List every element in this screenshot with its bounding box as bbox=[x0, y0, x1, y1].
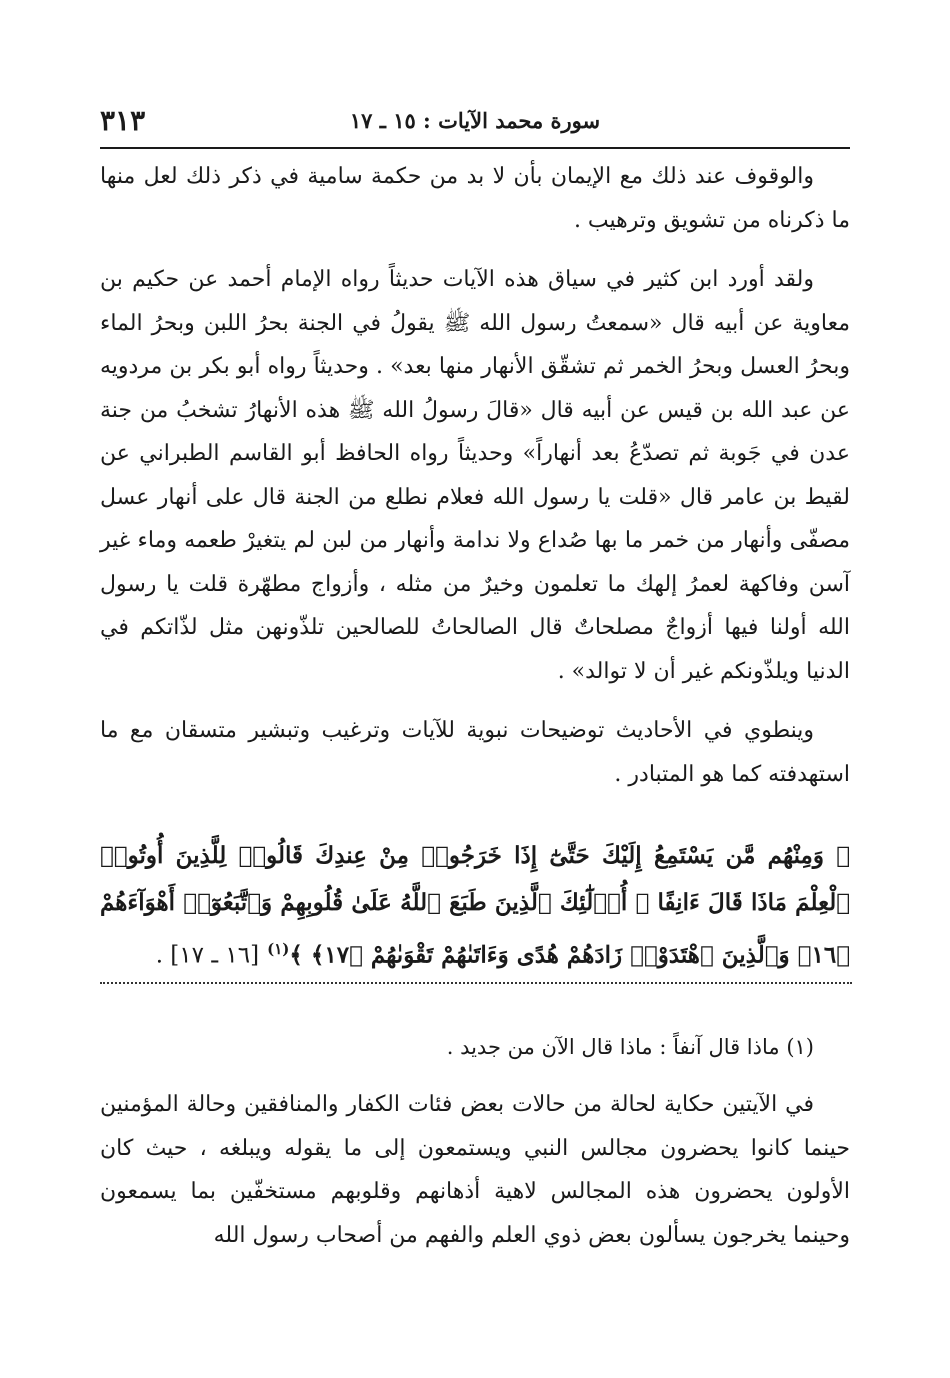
verse-text: ﴿ وَمِنْهُم مَّن يَسْتَمِعُ إِلَيْكَ حَتَّىٰٓ إِذَا خَرَجُوا۟ مِنْ عِندِكَ قَالُوا۟ لِلَّذِينَ أُوتُوا۟ ٱلْعِلْمَ مَاذَا قَالَ ءَانِفًا ۚ أُو۟لَٰٓئِكَ ٱلَّذِينَ طَبَعَ ٱللَّهُ عَلَىٰ قُلُوبِهِمْ وَٱتَّبَعُوٓا۟ أَهْوَآءَهُمْ ﴿١٦﴾ وَٱلَّذِينَ ٱهْتَدَوْا۟ زَادَهُمْ هُدًى وَءَاتَىٰهُمْ تَقْوَىٰهُمْ ﴿١٧﴾ ﴾ bbox=[100, 842, 850, 969]
paragraph-4 bbox=[100, 1083, 850, 1257]
header-divider bbox=[100, 147, 850, 149]
paragraph-4-text: في الآيتين حكاية لحالة من حالات بعض فئات الكفار والمنافقين وحالة المؤمنين حينما كانوا يحضرون مجالس النبي ويستمعون إلى ما يقوله ويبلغه ، حيث كان الأولون يحضرون هذه المجالس لاهية أذهانهم وقلوبهم مستخفّين بما يسمعون وحينما يخرجون يسألون بعض ذوي العلم والفهم من أصحاب رسول الله bbox=[100, 1092, 850, 1248]
footnote-marker: (١) bbox=[267, 940, 290, 958]
running-title: سورة محمد الآيات : ١٥ ـ ١٧ bbox=[349, 108, 601, 133]
footnote: (١) ماذا قال آنفاً : ماذا قال الآن من جديد . bbox=[446, 1035, 814, 1059]
footnote-divider bbox=[100, 982, 852, 984]
paragraph-2-text: ولقد أورد ابن كثير في سياق هذه الآيات حديثاً رواه الإمام أحمد عن حكيم بن معاوية عن أبيه قال «سمعتُ رسول الله ﷺ يقولُ في الجنة بحرُ اللبن وبحرُ الماء وبحرُ العسل وبحرُ الخمر ثم تشقّق الأنهار منها بعد» . وحديثاً رواه أبو بكر بن مردويه عن عبد الله بن قيس عن أبيه قال «قالَ رسولُ الله ﷺ هذه الأنهارُ تشخبُ من جنة عدن في جَوبة ثم تصدّعُ بعد أنهاراً» وحديثاً رواه الحافظ أبو القاسم الطبراني عن لقيط بن عامر قال «قلت يا رسول الله فعلام نطلع من الجنة قال على أنهار عسل مصفّى وأنهار من خمر ما بها صُداع ولا ندامة وأنهار من لبن لم يتغيرْ طعمه وماء غير آسن وفاكهة لعمرُ إلهك ما تعلمون وخيرٌ من مثله ، وأزواج مطهّرة قلت يا رسول الله أولنا فيها أزواجٌ مصلحاتٌ قال الصالحاتُ للصالحين تلذّونهن مثل لذّاتكم في الدنيا ويلذّونكم غير أن لا توالد» . bbox=[100, 267, 851, 684]
paragraph-1 bbox=[100, 155, 850, 242]
paragraph-1-text: والوقوف عند ذلك مع الإيمان بأن لا بد من حكمة سامية في ذكر ذلك لعل منها ما ذكرناه من تشويق وترهيب . bbox=[100, 164, 850, 233]
quran-verse-block bbox=[100, 832, 850, 980]
paragraph-3-text: وينطوي في الأحاديث توضيحات نبوية للآيات وترغيب وتبشير متسقان مع ما استهدفته كما هو المتبادر . bbox=[100, 718, 850, 787]
paragraph-2 bbox=[100, 258, 850, 693]
paragraph-3 bbox=[100, 709, 850, 796]
verse-reference: [١٦ ـ ١٧] . bbox=[155, 942, 260, 969]
page-number: ٣١٣ bbox=[100, 104, 146, 137]
page-header bbox=[100, 100, 850, 146]
